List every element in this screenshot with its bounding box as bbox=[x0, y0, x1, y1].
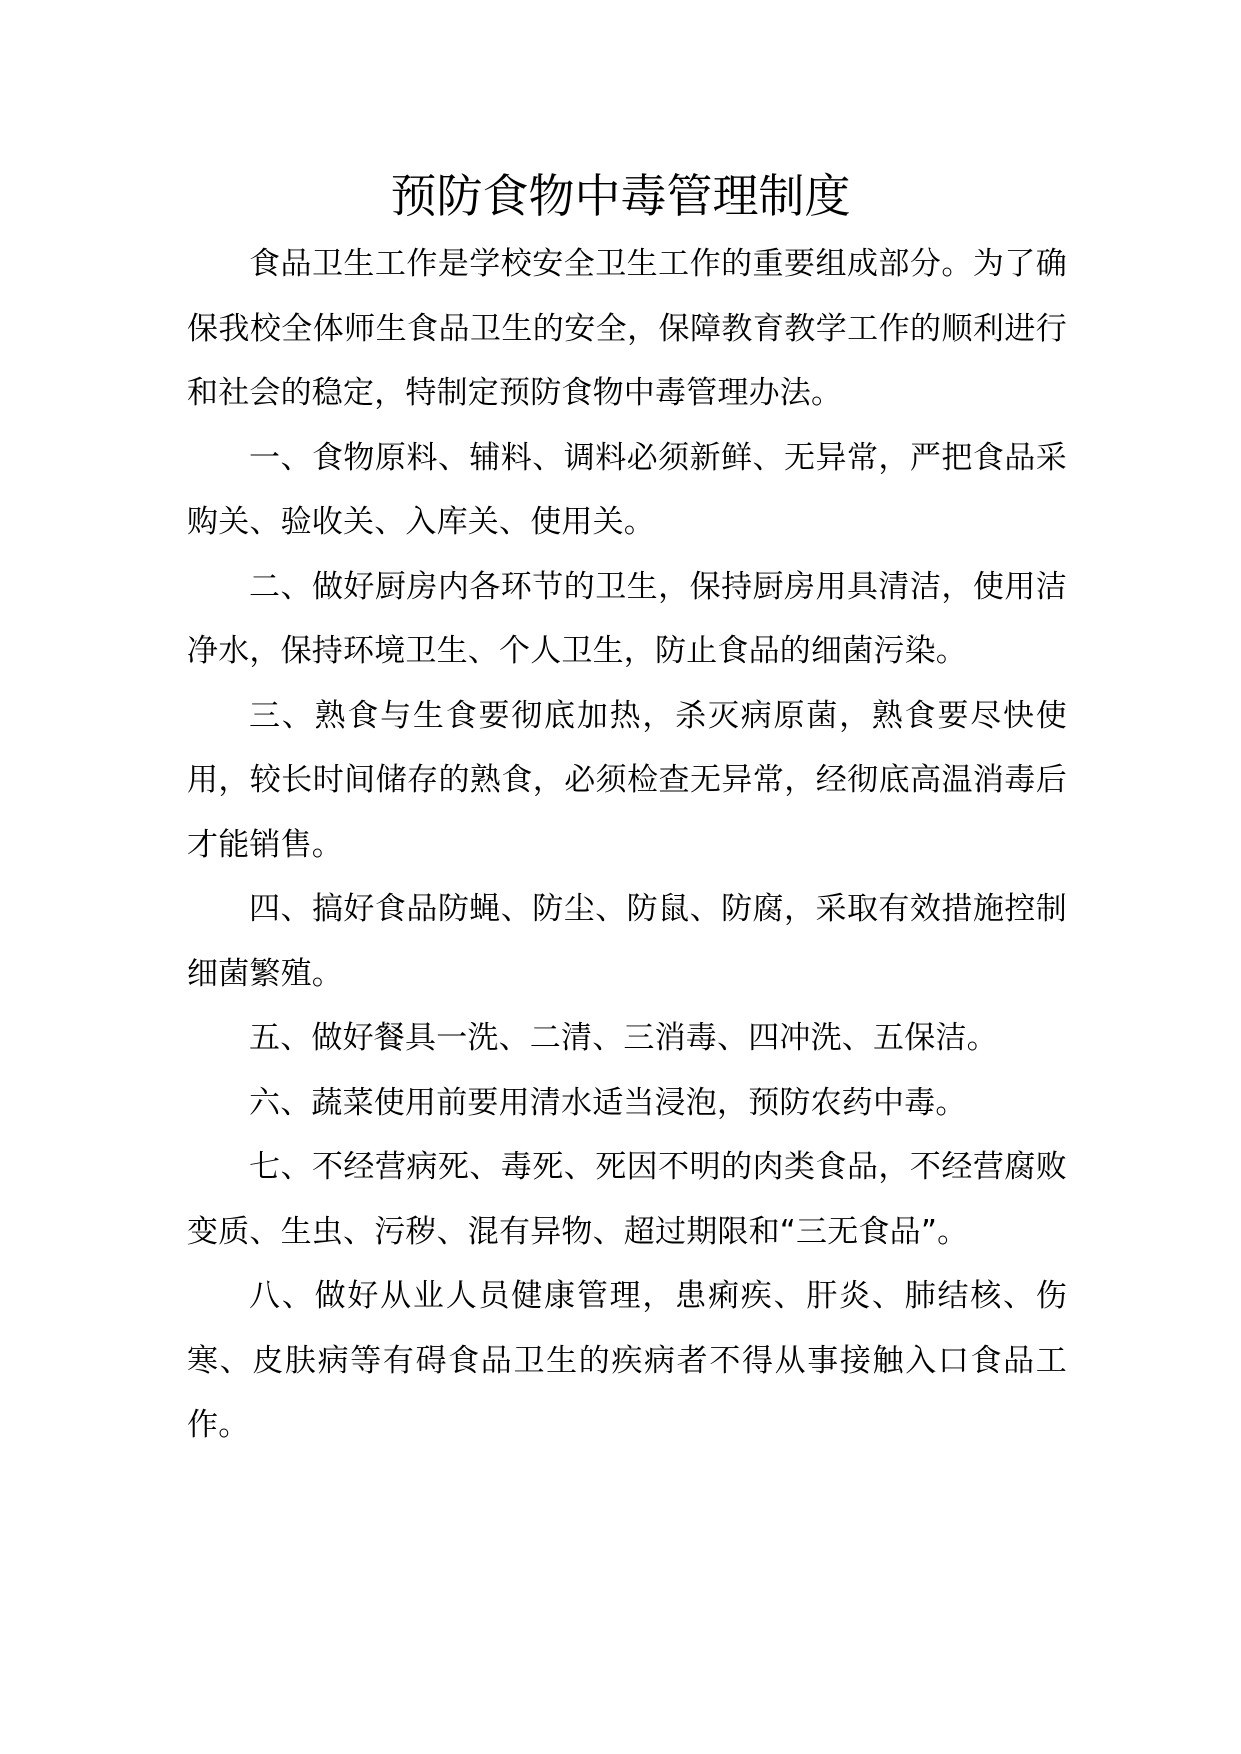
rule-paragraph-8: 八、做好从业人员健康管理，患痢疾、肝炎、肺结核、伤寒、皮肤病等有碍食品卫生的疾病者不得从事接触入口食品工作。 bbox=[187, 1278, 1067, 1443]
intro-paragraph: 食品卫生工作是学校安全卫生工作的重要组成部分。为了确保我校全体师生食品卫生的安全，保障教育教学工作的顺利进行和社会的稳定，特制定预防食物中毒管理办法。 bbox=[187, 246, 1067, 411]
document-body bbox=[187, 232, 1067, 1458]
rule-paragraph-1: 一、食物原料、辅料、调料必须新鲜、无异常，严把食品采购关、验收关、入库关、使用关。 bbox=[187, 439, 1067, 540]
rule-paragraph-4: 四、搞好食品防蝇、防尘、防鼠、防腐，采取有效措施控制细菌繁殖。 bbox=[187, 891, 1067, 992]
rule-paragraph-2: 二、做好厨房内各环节的卫生，保持厨房用具清洁，使用洁净水，保持环境卫生、个人卫生，防止食品的细菌污染。 bbox=[187, 568, 1067, 669]
rule-paragraph-3: 三、熟食与生食要彻底加热，杀灭病原菌，熟食要尽快使用，较长时间储存的熟食，必须检查无异常，经彻底高温消毒后才能销售。 bbox=[187, 697, 1067, 863]
rule-paragraph-7: 七、不经营病死、毒死、死因不明的肉类食品，不经营腐败变质、生虫、污秽、混有异物、超过期限和“三无食品”。 bbox=[187, 1149, 1067, 1250]
rule-paragraph-6: 六、蔬菜使用前要用清水适当浸泡，预防农药中毒。 bbox=[249, 1084, 967, 1121]
document-title: 预防食物中毒管理制度 bbox=[390, 169, 851, 223]
rule-paragraph-5: 五、做好餐具一洗、二清、三消毒、四冲洗、五保洁。 bbox=[249, 1020, 998, 1056]
